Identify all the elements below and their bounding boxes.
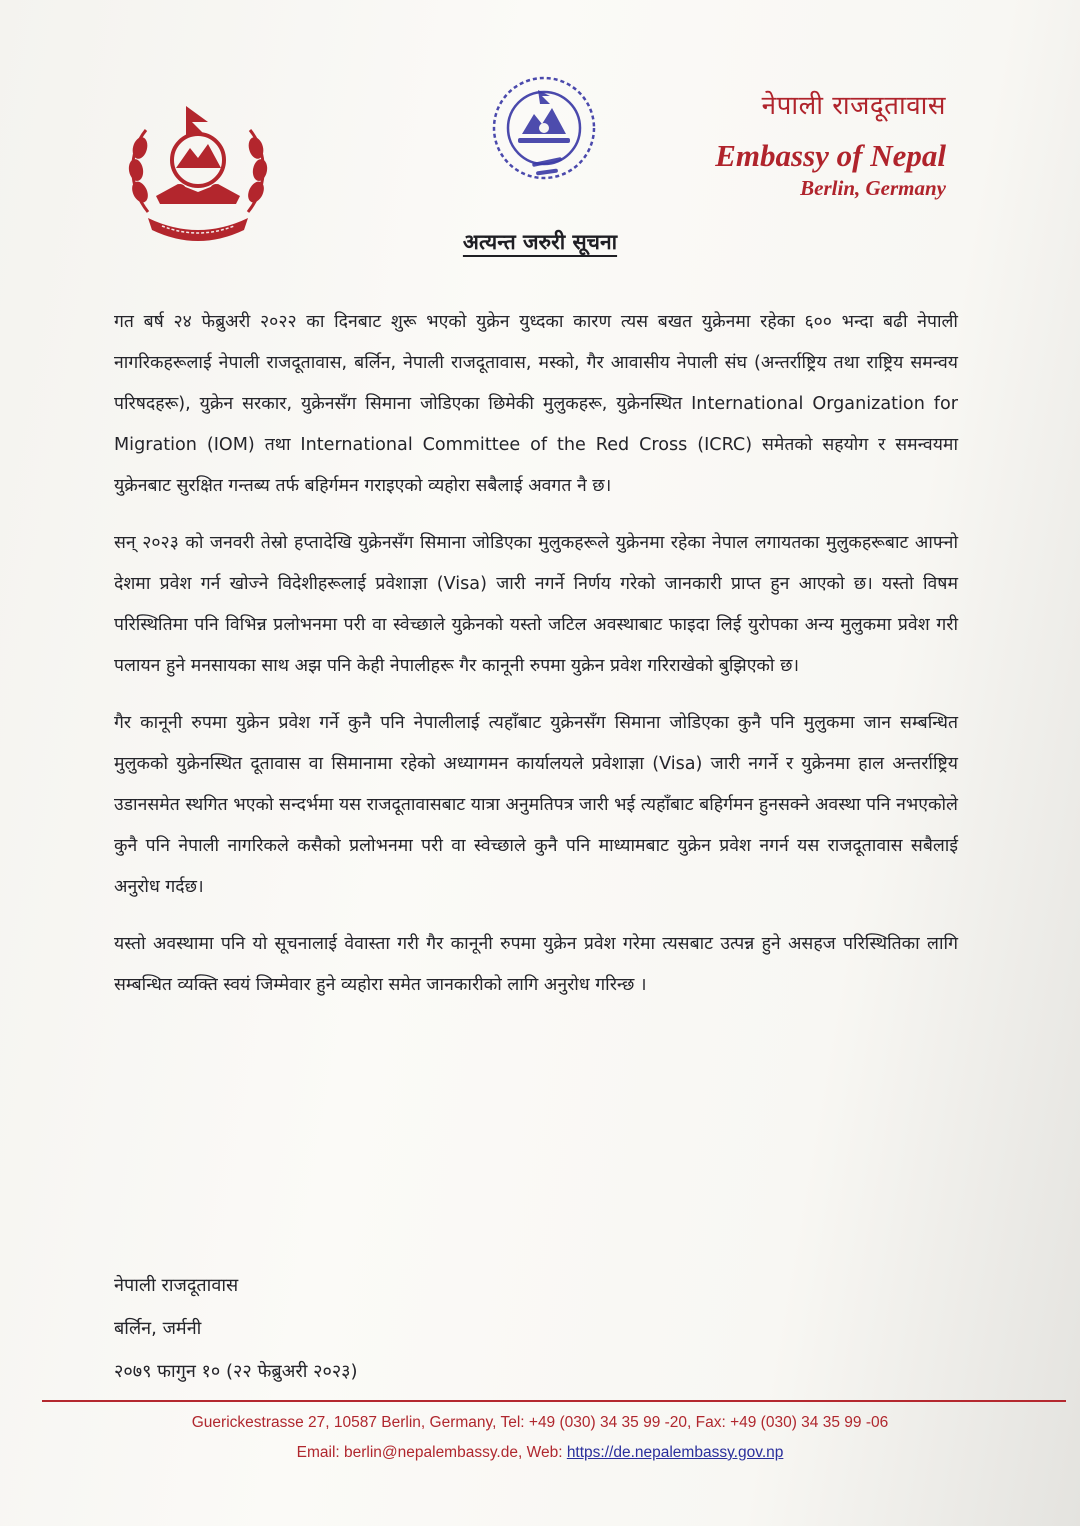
embassy-stamp-icon — [478, 64, 606, 196]
embassy-name-english: Embassy of Nepal — [715, 138, 946, 173]
footer-address: Guerickestrasse 27, 10587 Berlin, Germany, Tel: +49 (030) 34 35 99 -20, Fax: +49 (030) 34 35 99 -06 — [191, 1414, 889, 1431]
paragraph: यस्तो अवस्थामा पनि यो सूचनालाई वेवास्ता गरी गैर कानूनी रुपमा युक्रेन प्रवेश गरेमा त्यसबाट उत्पन्न हुने असहज परिस्थितिका लागि सम्बन्धित व्यक्ति स्वयं जिम्मेवार हुने व्यहोरा समेत जानकारीको लागि अनुरोध गरिन्छ । — [114, 934, 958, 995]
signature-date: २०७९ फागुन १० (२२ फेब्रुअरी २०२३) — [114, 1361, 358, 1382]
letterhead — [715, 86, 946, 201]
footer-email: Email: berlin@nepalembassy.de, Web: — [296, 1444, 567, 1461]
website-link[interactable]: https://de.nepalembassy.gov.np — [566, 1444, 784, 1461]
embassy-name-nepali: नेपाली राजदूतावास — [761, 91, 946, 121]
footer — [0, 1408, 1080, 1468]
paragraph: गत बर्ष २४ फेब्रुअरी २०२२ का दिनबाट शुरू भएको युक्रेन युध्दका कारण त्यस बखत युक्रेनमा रहेका ६०० भन्दा बढी नेपाली नागरिकहरूलाई नेपाली राजदूतावास, बर्लिन, नेपाली राजदूतावास, मस्को, गैर आवासीय नेपाली संघ (अन्तर्राष्ट्रिय तथा राष्ट्रिय समन्वय परिषदहरू), युक्रेन सरकार, युक्रेनसँग सिमाना जोडिएका छिमेकी मुलुकहरू, युक्रेनस्थित International Organization for Migration (IOM) तथा International Committee of the Red Cross (ICRC) समेतको सहयोग र समन्वयमा युक्रेनबाट सुरक्षित गन्तब्य तर्फ बहिर्गमन गराइएको व्यहोरा सबैलाई अवगत नै छ। — [114, 312, 958, 496]
notice-title: अत्यन्त जरुरी सूचना — [462, 230, 618, 254]
paragraph: गैर कानूनी रुपमा युक्रेन प्रवेश गर्ने कुनै पनि नेपालीलाई त्यहाँबाट युक्रेनसँग सिमाना जोडिएका कुनै पनि मुलुकमा जान सम्बन्धित मुलुकको युक्रेनस्थित दूतावास वा सिमानामा रहेको अध्यागमन कार्यालयले प्रवेशाज्ञा (Visa) जारी नगर्ने र युक्रेनमा हाल अन्तर्राष्ट्रिय उडानसमेत स्थगित भएको सन्दर्भमा यस राजदूतावासबाट यात्रा अनुमतिपत्र जारी भई त्यहाँबाट बहिर्गमन हुनसक्ने अवस्था पनि नभएकोले कुनै पनि नेपाली नागरिकले कसैको प्रलोभनमा परी वा स्वेच्छाले कुनै पनि माध्यामबाट युक्रेन प्रवेश नगर्न यस राजदूतावास सबैलाई अनुरोध गर्दछ। — [114, 713, 958, 897]
signature-block — [114, 1264, 358, 1393]
signature-office: नेपाली राजदूतावास — [114, 1275, 239, 1296]
embassy-city: Berlin, Germany — [800, 176, 946, 200]
footer-contact — [0, 1438, 1080, 1468]
paragraph: सन् २०२३ को जनवरी तेस्रो हप्तादेखि युक्रेनसँग सिमाना जोडिएका मुलुकहरूले युक्रेनमा रहेका नेपाल लगायतका मुलुकहरूबाट आफ्नो देशमा प्रवेश गर्न खोज्ने विदेशीहरूलाई प्रवेशाज्ञा (Visa) जारी नगर्ने निर्णय गरेको जानकारी प्राप्त हुन आएको छ। यस्तो विषम परिस्थितिमा पनि विभिन्न प्रलोभनमा परी वा स्वेच्छाले युक्रेनको यस्तो जटिल अवस्थाबाट फाइदा लिई युरोपका अन्य मुलुकमा प्रवेश गरी पलायन हुने मनसायका साथ अझ पनि केही नेपालीहरू गैर कानूनी रुपमा युक्रेन प्रवेश गरिराखेको बुझिएको छ। — [114, 533, 958, 676]
signature-location: बर्लिन, जर्मनी — [114, 1318, 202, 1339]
notice-body — [114, 302, 958, 1022]
footer-divider — [42, 1400, 1066, 1402]
